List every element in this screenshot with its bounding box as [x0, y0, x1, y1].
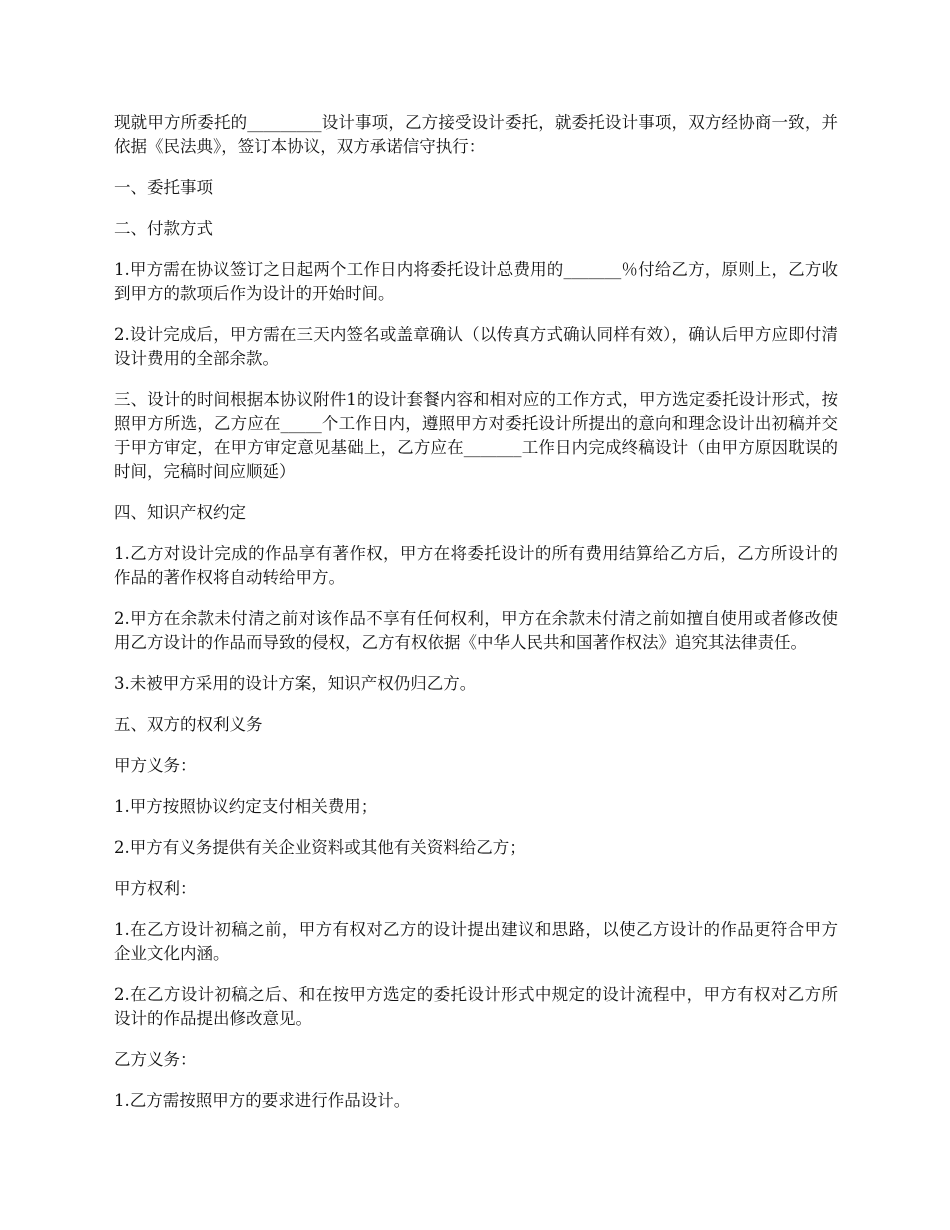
ip-clause-1: 1.乙方对设计完成的作品享有著作权，甲方在将委托设计的所有费用结算给乙方后，乙方所设计的作品的著作权将自动转给甲方。 — [114, 544, 838, 587]
party-b-obligations-heading: 乙方义务： — [114, 1050, 197, 1069]
preamble-paragraph: 现就甲方所委托的_________设计事项，乙方接受设计委托，就委托设计事项，双方经协商一致，并依据《民法典》，签订本协议，双方承诺信守执行： — [114, 113, 838, 156]
payment-clause-1: 1.甲方需在协议签订之日起两个工作日内将委托设计总费用的_______％付给乙方，原则上，乙方收到甲方的款项后作为设计的开始时间。 — [114, 260, 838, 303]
section-heading-rights-obligations: 五、双方的权利义务 — [114, 715, 263, 734]
party-a-right-1: 1.在乙方设计初稿之前，甲方有权对乙方的设计提出建议和思路，以使乙方设计的作品更符合甲方企业文化内涵。 — [114, 920, 838, 963]
section-heading-intellectual-property: 四、知识产权约定 — [114, 503, 246, 522]
party-b-obligation-1: 1.乙方需按照甲方的要求进行作品设计。 — [114, 1091, 411, 1110]
party-a-obligations-heading: 甲方义务： — [114, 756, 197, 775]
section-heading-payment-method: 二、付款方式 — [114, 219, 213, 238]
party-a-rights-heading: 甲方权利： — [114, 879, 197, 898]
design-time-paragraph: 三、设计的时间根据本协议附件1的设计套餐内容和相对应的工作方式，甲方选定委托设计形式，按照甲方所选，乙方应在_____个工作日内，遵照甲方对委托设计所提出的意向和理念设计出初稿并交于甲方审定，在甲方审定意见基础上，乙方应在_______工作日内完成终稿设计（由甲方原因耽误的时间，完稿时间应顺延） — [114, 390, 838, 481]
ip-clause-3: 3.未被甲方采用的设计方案，知识产权仍归乙方。 — [114, 674, 477, 693]
party-a-obligation-1: 1.甲方按照协议约定支付相关费用； — [114, 797, 378, 816]
section-heading-entrusted-matters: 一、委托事项 — [114, 178, 213, 197]
payment-clause-2: 2.设计完成后，甲方需在三天内签名或盖章确认（以传真方式确认同样有效），确认后甲方应即付清设计费用的全部余款。 — [114, 325, 838, 368]
ip-clause-2: 2.甲方在余款未付清之前对该作品不享有任何权利，甲方在余款未付清之前如擅自使用或者修改使用乙方设计的作品而导致的侵权，乙方有权依据《中华人民共和国著作权法》追究其法律责任。 — [114, 609, 838, 652]
document-body — [114, 111, 838, 1130]
party-a-right-2: 2.在乙方设计初稿之后、和在按甲方选定的委托设计形式中规定的设计流程中，甲方有权对乙方所设计的作品提出修改意见。 — [114, 985, 838, 1028]
party-a-obligation-2: 2.甲方有义务提供有关企业资料或其他有关资料给乙方； — [114, 838, 526, 857]
